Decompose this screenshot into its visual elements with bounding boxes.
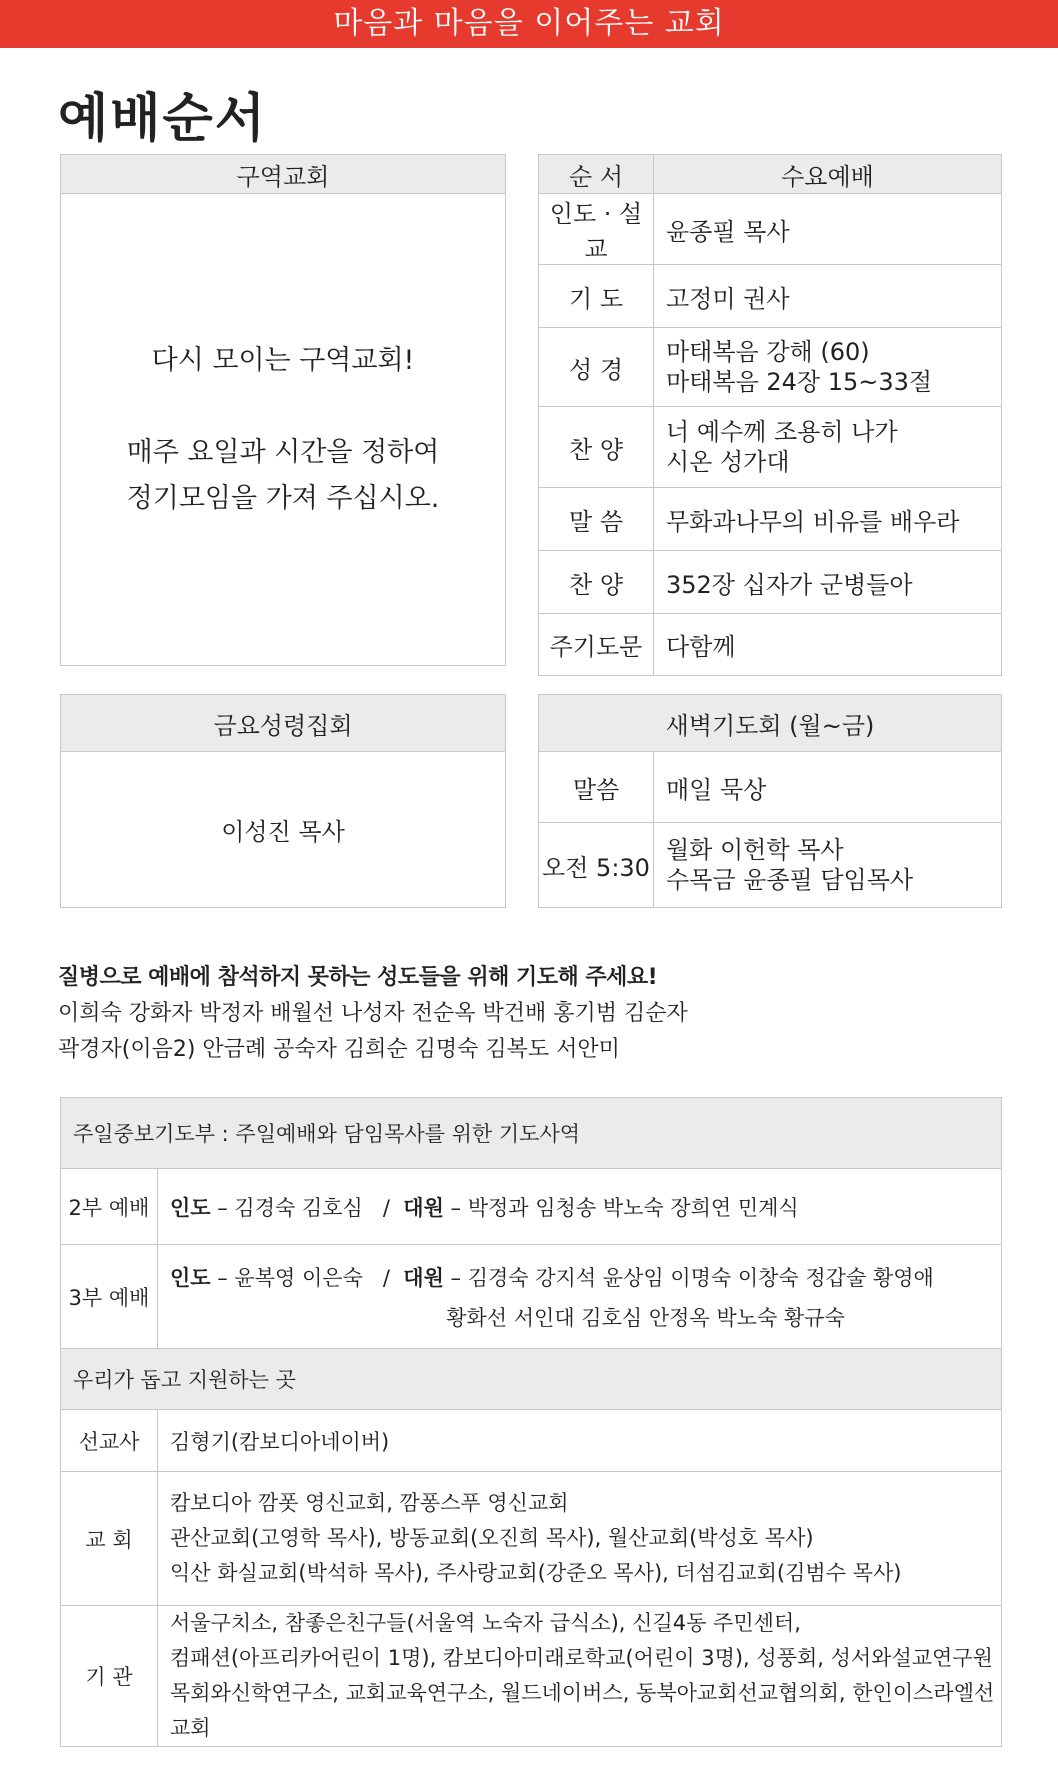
friday-speaker: 이성진 목사 [61, 752, 506, 908]
top-banner: 마음과 마음을 이어주는 교회 [0, 0, 1058, 48]
order-label: 기 도 [539, 265, 654, 328]
dawn-word-label: 말씀 [539, 752, 654, 823]
district-church-box [60, 154, 506, 666]
order-value: 352장 십자가 군병들아 [654, 551, 1002, 614]
order-label: 말 씀 [539, 488, 654, 551]
district-line-1: 다시 모이는 구역교회! [151, 344, 415, 376]
service-2-members: – 박정과 임청송 박노숙 장희연 민계식 [443, 1195, 799, 1220]
separator: / [382, 1195, 390, 1220]
church-line: 캄보디아 깜폿 영신교회, 깜퐁스푸 영신교회 [170, 1491, 569, 1515]
district-line-3: 정기모임을 가져 주십시오. [126, 482, 440, 514]
district-line-2: 매주 요일과 시간을 정하여 [126, 436, 440, 468]
church-line: 관산교회(고영학 목사), 방동교회(오진희 목사), 월산교회(박성호 목사) [170, 1526, 814, 1550]
order-column-header: 순 서 [539, 155, 654, 194]
order-label: 성 경 [539, 328, 654, 407]
district-church-header: 구역교회 [61, 155, 506, 194]
prayer-names-line-1: 이희숙 강화자 박정자 배월선 나성자 전순옥 박건배 홍기범 김순자 [58, 1001, 688, 1026]
page-title: 예배순서 [58, 89, 267, 149]
order-value: 무화과나무의 비유를 배우라 [654, 488, 1002, 551]
dawn-time-label: 오전 5:30 [539, 823, 654, 908]
dawn-leader-2: 수목금 윤종필 담임목사 [666, 866, 914, 894]
service-2-leaders: – 김경숙 김호심 [210, 1195, 363, 1220]
order-label: 인도 · 설교 [539, 194, 654, 265]
service-3-members: – 김경숙 강지석 윤상임 이명숙 이창숙 정갑술 황영애 [443, 1265, 934, 1290]
order-value: 윤종필 목사 [654, 194, 1002, 265]
service-3-label: 3부 예배 [61, 1245, 158, 1349]
order-value: 너 예수께 조용히 나가 [666, 418, 898, 446]
prayer-names-line-2: 곽경자(이음2) 안금례 공숙자 김희순 김명숙 김복도 서안미 [58, 1037, 620, 1062]
order-value: 다함께 [654, 614, 1002, 676]
order-value-line2: 마태복음 24장 15~33절 [666, 368, 933, 396]
intercession-support-table [60, 1097, 1002, 1747]
dawn-word-value: 매일 묵상 [654, 752, 1002, 823]
order-label: 찬 양 [539, 551, 654, 614]
service-3-leaders: – 윤복영 이은숙 [210, 1265, 363, 1290]
organization-label: 기 관 [61, 1606, 158, 1747]
prayer-request [58, 960, 688, 1068]
church-line: 익산 화실교회(박석하 목사), 주사랑교회(강준오 목사), 더섬김교회(김범수 목사) [170, 1561, 902, 1585]
service-3-members-line2: 황화선 서인대 김호심 안정옥 박노숙 황규숙 [446, 1305, 845, 1330]
leader-tag: 인도 [170, 1195, 211, 1220]
member-tag: 대원 [403, 1195, 444, 1220]
missionary-label: 선교사 [61, 1410, 158, 1472]
organization-line: 서울구치소, 참좋은친구들(서울역 노숙자 급식소), 신길4동 주민센터, [170, 1611, 801, 1635]
friday-meeting-header: 금요성령집회 [61, 695, 506, 752]
service-2-label: 2부 예배 [61, 1169, 158, 1245]
intercession-title: 주일중보기도부 : 주일예배와 담임목사를 위한 기도사역 [61, 1098, 1002, 1169]
order-value: 마태복음 강해 (60) [666, 338, 870, 366]
order-value-line2: 시온 성가대 [666, 448, 790, 476]
organization-line: 컴패션(아프리카어린이 1명), 캄보디아미래로학교(어린이 3명), 성풍회, 성서와설교연구원 [170, 1646, 993, 1670]
support-title: 우리가 돕고 지원하는 곳 [61, 1349, 1002, 1410]
dawn-prayer-table [538, 694, 1002, 908]
missionary-value: 김형기(캄보디아네이버) [158, 1410, 1002, 1472]
dawn-leader-1: 월화 이헌학 목사 [666, 836, 844, 864]
prayer-request-title: 질병으로 예배에 참석하지 못하는 성도들을 위해 기도해 주세요! [58, 965, 658, 990]
friday-meeting-box [60, 694, 506, 908]
church-label: 교 회 [61, 1472, 158, 1606]
member-tag: 대원 [403, 1265, 444, 1290]
dawn-prayer-header: 새벽기도회 (월~금) [539, 695, 1002, 752]
order-label: 주기도문 [539, 614, 654, 676]
wednesday-service-table [538, 154, 1002, 676]
order-label: 찬 양 [539, 407, 654, 488]
separator: / [382, 1265, 390, 1290]
organization-line: 목회와신학연구소, 교회교육연구소, 월드네이버스, 동북아교회선교협의회, 한인이스라엘선교회 [170, 1681, 995, 1740]
leader-tag: 인도 [170, 1265, 211, 1290]
order-value: 고정미 권사 [654, 265, 1002, 328]
wednesday-column-header: 수요예배 [654, 155, 1002, 194]
